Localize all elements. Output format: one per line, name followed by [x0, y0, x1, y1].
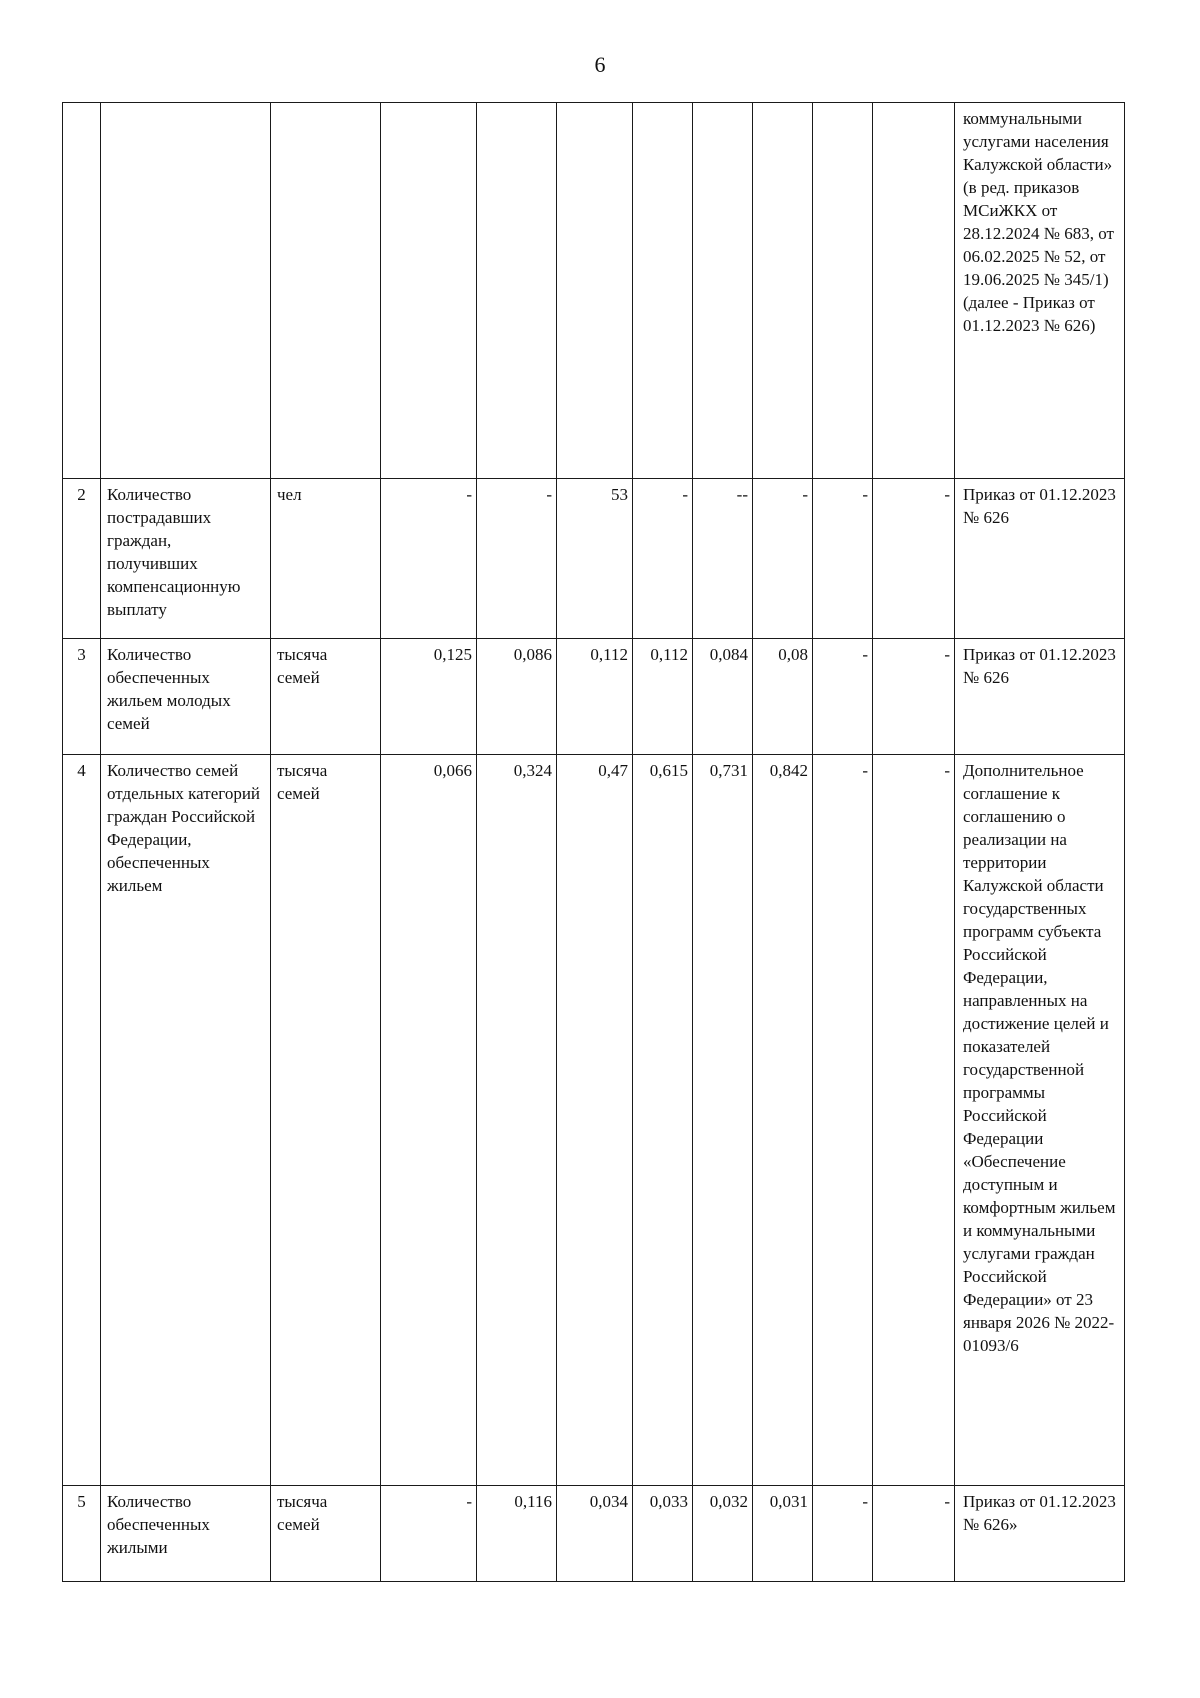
value-cell: -: [873, 639, 955, 755]
value-cell: 0,033: [633, 1486, 693, 1582]
value-cell: -: [381, 479, 477, 639]
indicators-table: [62, 102, 1125, 1582]
table-row: [63, 103, 1125, 479]
source-cell: Приказ от 01.12.2023 № 626: [955, 479, 1125, 639]
page-number: 6: [594, 52, 606, 77]
row-number-cell: [63, 103, 101, 479]
row-number-cell: 3: [63, 639, 101, 755]
value-cell: -: [753, 479, 813, 639]
value-cell: [633, 103, 693, 479]
value-cell: 0,031: [753, 1486, 813, 1582]
table-row: [63, 479, 1125, 639]
row-number-cell: 2: [63, 479, 101, 639]
value-cell: -: [873, 479, 955, 639]
value-cell: -: [873, 755, 955, 1486]
value-cell: [813, 103, 873, 479]
unit-cell: тысяча семей: [271, 1486, 381, 1582]
value-cell: 53: [557, 479, 633, 639]
value-cell: [557, 103, 633, 479]
value-cell: 0,066: [381, 755, 477, 1486]
indicator-name-cell: Количество семей отдельных категорий граждан Российской Федерации, обеспеченных жильем: [101, 755, 271, 1486]
indicator-name-cell: [101, 103, 271, 479]
value-cell: -: [381, 1486, 477, 1582]
value-cell: -: [813, 1486, 873, 1582]
value-cell: [753, 103, 813, 479]
indicator-name-cell: Количество обеспеченных жилыми: [101, 1486, 271, 1582]
table-row: [63, 755, 1125, 1486]
value-cell: 0,08: [753, 639, 813, 755]
value-cell: 0,112: [633, 639, 693, 755]
indicator-name-cell: Количество пострадавших граждан, получивших компенсационную выплату: [101, 479, 271, 639]
value-cell: -: [873, 1486, 955, 1582]
value-cell: -: [813, 755, 873, 1486]
value-cell: 0,615: [633, 755, 693, 1486]
value-cell: 0,324: [477, 755, 557, 1486]
value-cell: 0,47: [557, 755, 633, 1486]
value-cell: [381, 103, 477, 479]
value-cell: 0,842: [753, 755, 813, 1486]
source-cell: Приказ от 01.12.2023 № 626: [955, 639, 1125, 755]
value-cell: 0,112: [557, 639, 633, 755]
source-cell: Дополнительное соглашение к соглашению о реализации на территории Калужской области государственных программ субъекта Российской Федерации, направленных на достижение целей и показателей государственной программы Российской Федерации «Обеспечение доступным и комфортным жильем и коммунальными услугами граждан Российской Федерации» от 23 января 2026 № 2022-01093/6: [955, 755, 1125, 1486]
value-cell: 0,125: [381, 639, 477, 755]
value-cell: --: [693, 479, 753, 639]
source-cell: коммунальными услугами населения Калужской области» (в ред. приказов МСиЖКХ от 28.12.2024 № 683, от 06.02.2025 № 52, от 19.06.2025 № 345/1) (далее - Приказ от 01.12.2023 № 626): [955, 103, 1125, 479]
table-row: [63, 639, 1125, 755]
row-number-cell: 5: [63, 1486, 101, 1582]
value-cell: 0,032: [693, 1486, 753, 1582]
value-cell: -: [633, 479, 693, 639]
unit-cell: [271, 103, 381, 479]
value-cell: [477, 103, 557, 479]
indicator-name-cell: Количество обеспеченных жильем молодых семей: [101, 639, 271, 755]
unit-cell: тысяча семей: [271, 755, 381, 1486]
table-row: [63, 1486, 1125, 1582]
value-cell: 0,034: [557, 1486, 633, 1582]
row-number-cell: 4: [63, 755, 101, 1486]
source-cell: Приказ от 01.12.2023 № 626»: [955, 1486, 1125, 1582]
value-cell: -: [813, 479, 873, 639]
value-cell: 0,116: [477, 1486, 557, 1582]
value-cell: [873, 103, 955, 479]
unit-cell: чел: [271, 479, 381, 639]
unit-cell: тысяча семей: [271, 639, 381, 755]
value-cell: -: [477, 479, 557, 639]
value-cell: -: [813, 639, 873, 755]
value-cell: 0,084: [693, 639, 753, 755]
value-cell: 0,086: [477, 639, 557, 755]
value-cell: [693, 103, 753, 479]
value-cell: 0,731: [693, 755, 753, 1486]
